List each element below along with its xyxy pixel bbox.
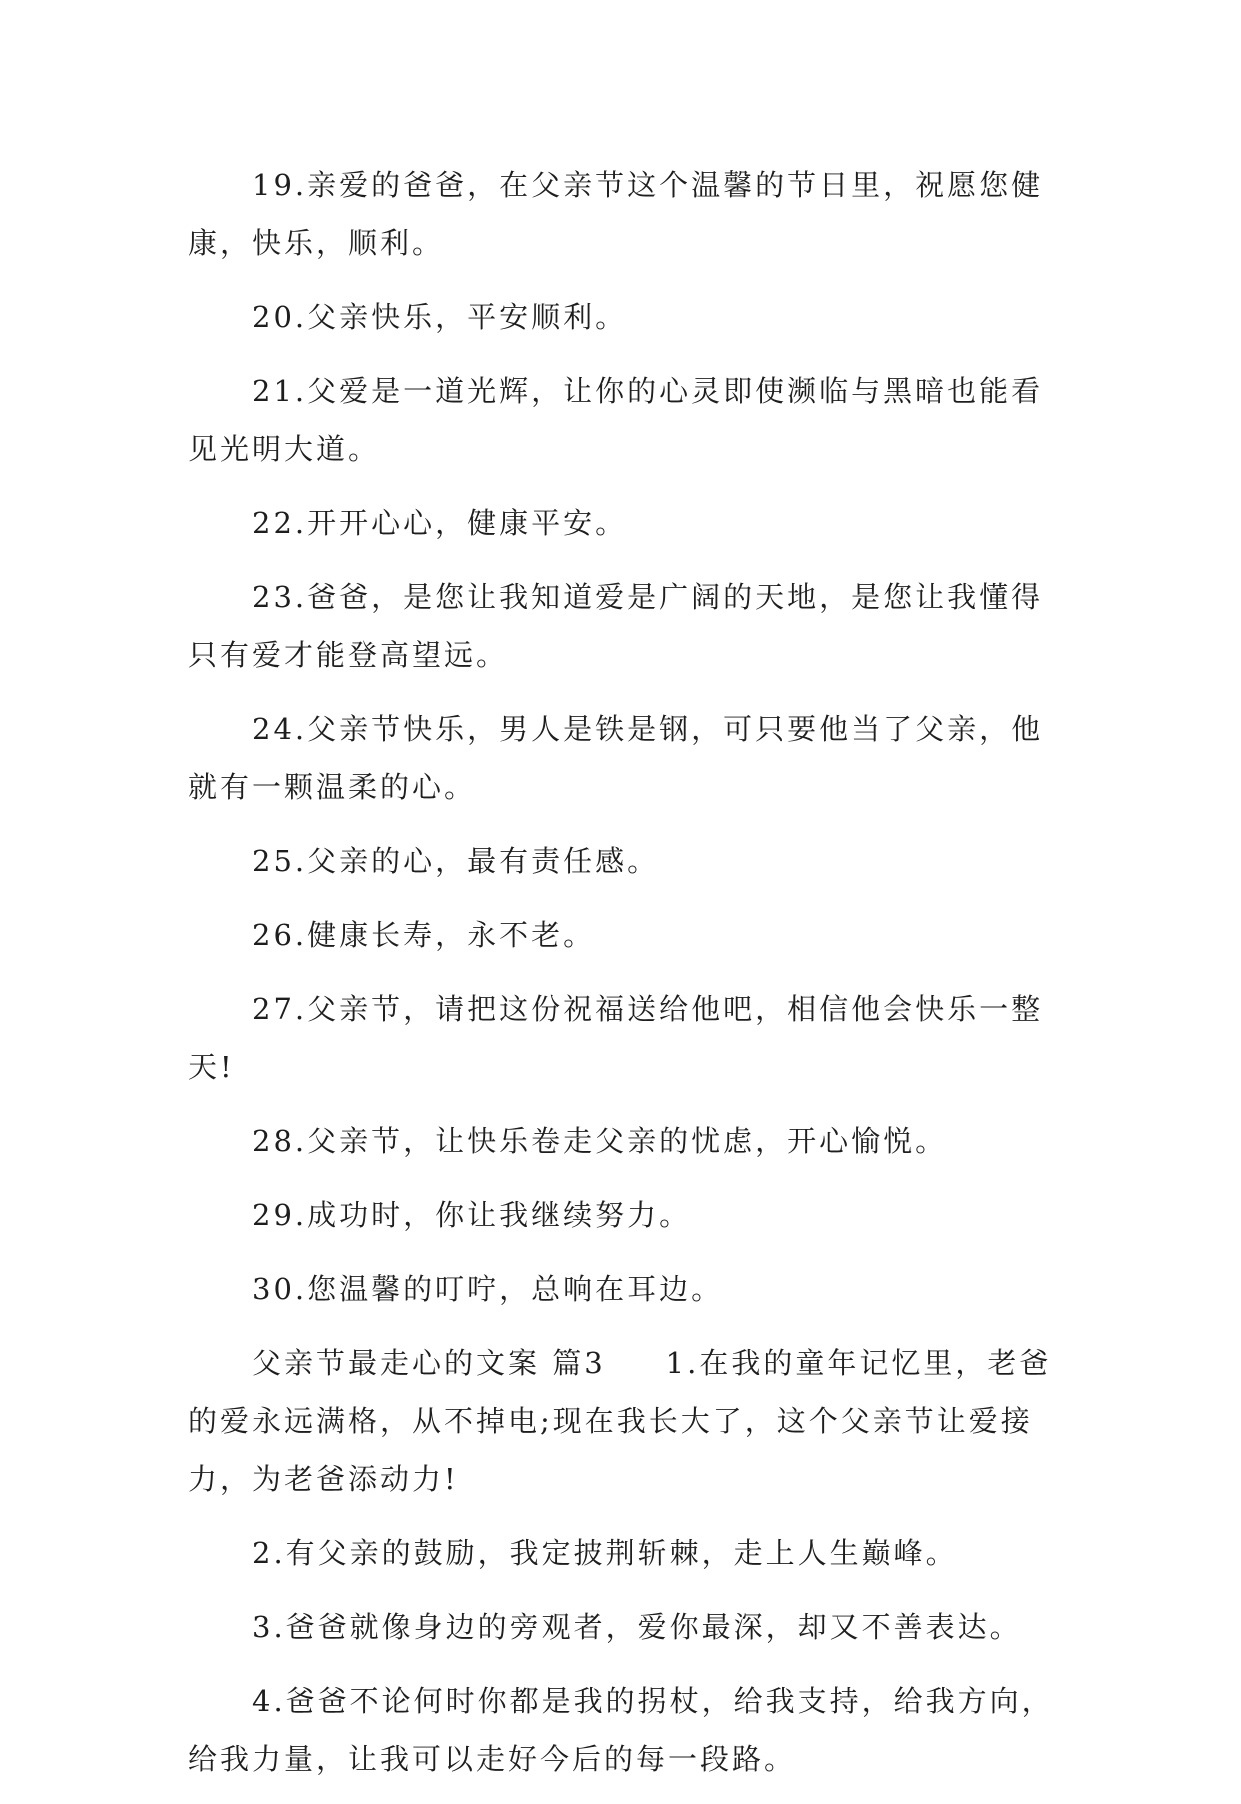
section-first-item: 1.在我的童年记忆里，老爸的爱永远满格，从不掉电;现在我长大了，这个父亲节让爱接力，为老爸添动力! bbox=[188, 1346, 1052, 1496]
paragraph-25: 25.父亲的心，最有责任感。 bbox=[252, 844, 660, 878]
paragraph-29: 29.成功时，你让我继续努力。 bbox=[252, 1198, 692, 1232]
paragraph-24: 24.父亲节快乐，男人是铁是钢，可只要他当了父亲，他就有一颗温柔的心。 bbox=[188, 712, 1044, 804]
paragraph-26: 26.健康长寿，永不老。 bbox=[252, 918, 596, 952]
section-heading-paragraph bbox=[188, 1334, 1068, 1508]
section-heading: 父亲节最走心的文案 篇3 bbox=[252, 1346, 606, 1380]
paragraph-22: 22.开开心心，健康平安。 bbox=[252, 506, 628, 540]
paragraph-20: 20.父亲快乐，平安顺利。 bbox=[252, 300, 628, 334]
section-item-3: 3.爸爸就像身边的旁观者，爱你最深，却又不善表达。 bbox=[252, 1610, 1022, 1644]
paragraph-27: 27.父亲节，请把这份祝福送给他吧，相信他会快乐一整天! bbox=[188, 992, 1044, 1084]
paragraph-28: 28.父亲节，让快乐卷走父亲的忧虑，开心愉悦。 bbox=[252, 1124, 948, 1158]
paragraph-23: 23.爸爸，是您让我知道爱是广阔的天地，是您让我懂得只有爱才能登高望远。 bbox=[188, 580, 1044, 672]
document-body bbox=[188, 156, 1068, 1804]
paragraph-21: 21.父爱是一道光辉，让你的心灵即使濒临与黑暗也能看见光明大道。 bbox=[188, 374, 1044, 466]
section-item-4: 4.爸爸不论何时你都是我的拐杖，给我支持，给我方向，给我力量，让我可以走好今后的每一段路。 bbox=[188, 1684, 1054, 1776]
paragraph-30: 30.您温馨的叮咛，总响在耳边。 bbox=[252, 1272, 724, 1306]
section-item-2: 2.有父亲的鼓励，我定披荆斩棘，走上人生巅峰。 bbox=[252, 1536, 958, 1570]
paragraph-19: 19.亲爱的爸爸，在父亲节这个温馨的节日里，祝愿您健康，快乐，顺利。 bbox=[188, 168, 1044, 260]
